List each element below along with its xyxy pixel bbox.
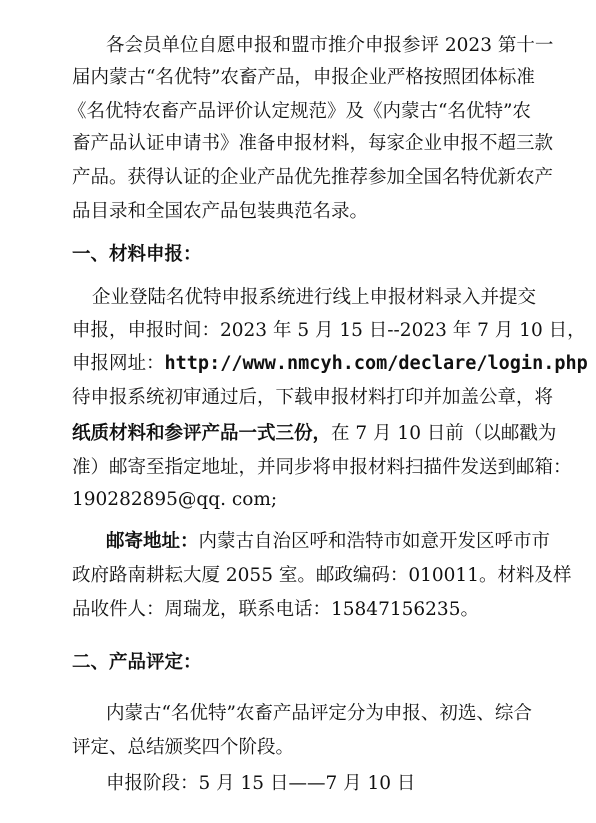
section-2-heading: 二、产品评定：: [72, 652, 202, 673]
s1-p1-line-3: [72, 352, 588, 376]
s2-p2-line-1: 申报阶段：5 月 15 日——7 月 10 日: [106, 773, 416, 794]
mail-address-text: 内蒙古自治区呼和浩特市如意开发区呼市市: [198, 531, 551, 552]
intro-line-4: 畜产品认证申请书》准备申报材料，每家企业申报不超三款: [72, 133, 554, 154]
s1-p2-line-1: 待申报系统初审通过后，下载申报材料打印并加盖公章，将: [72, 387, 554, 408]
s2-p1-line-1: 内蒙古“名优特”农畜产品评定分为申报、初选、综合: [106, 703, 532, 724]
deadline-text: 在 7 月 10 日前（以邮戳为: [331, 423, 557, 444]
mail-address-line-1: [106, 530, 550, 554]
section-1-heading: 一、材料申报：: [72, 244, 202, 265]
mail-address-label: 邮寄地址：: [106, 531, 199, 552]
mail-address-line-3: 品收件人：周瑞龙，联系电话：15847156235。: [72, 599, 479, 620]
s1-p2-line-2: [72, 422, 556, 446]
intro-line-3: 《名优特农畜产品评价认定规范》及《内蒙古“名优特”农: [68, 101, 531, 122]
s1-p2-line-3: 准）邮寄至指定地址，并同步将申报材料扫描件发送到邮箱：: [72, 457, 572, 478]
intro-line-1: 各会员单位自愿申报和盟市推介申报参评 2023 第十一: [106, 35, 554, 56]
s1-p1-line-1: 企业登陆名优特申报系统进行线上申报材料录入并提交: [92, 287, 537, 308]
s1-p1-line-2: 申报，申报时间：2023 年 5 月 15 日--2023 年 7 月 10 日，: [72, 320, 586, 341]
intro-line-6: 品目录和全国农产品包装典范名录。: [72, 201, 369, 222]
email-address[interactable]: 190282895@qq. com;: [72, 489, 278, 510]
declare-url-link[interactable]: http://www.nmcyh.com/declare/login.php: [164, 353, 588, 374]
intro-line-5: 产品。获得认证的企业产品优先推荐参加全国名特优新农产: [72, 167, 554, 188]
intro-line-2: 届内蒙古“名优特”农畜产品，申报企业严格按照团体标准: [72, 67, 535, 88]
url-label: 申报网址：: [72, 353, 165, 374]
s2-p1-line-2: 评定、总结颁奖四个阶段。: [72, 737, 295, 758]
mail-address-line-2: 政府路南耕耘大厦 2055 室。邮政编码：010011。材料及样: [72, 565, 572, 586]
bold-materials-note: 纸质材料和参评产品一式三份，: [72, 423, 332, 444]
